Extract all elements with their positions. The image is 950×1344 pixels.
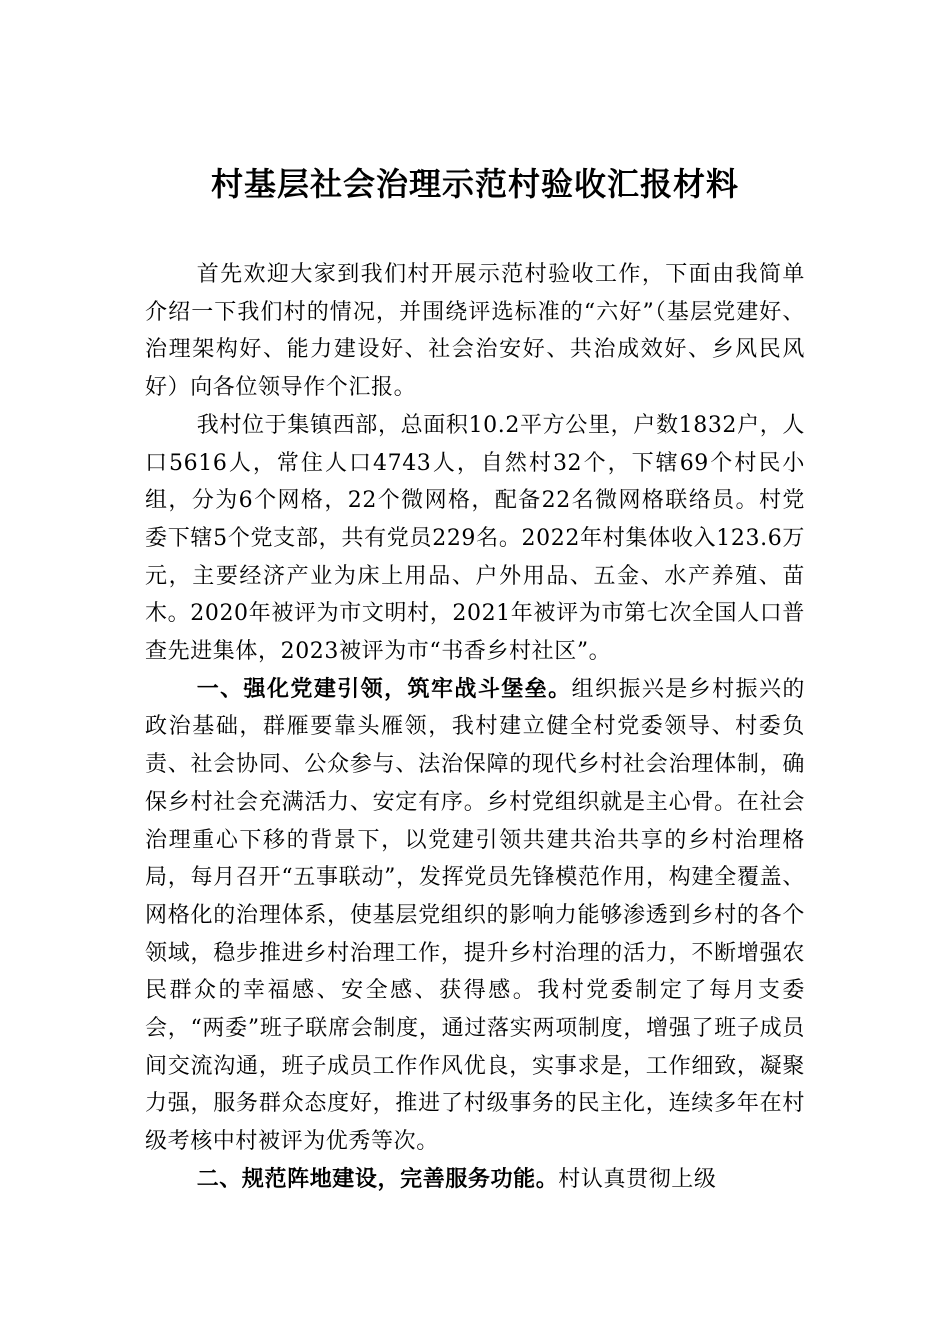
paragraph-intro — [145, 256, 805, 407]
paragraph-party-building — [145, 671, 805, 1161]
paragraph-text: 我村位于集镇西部，总面积10.2平方公里，户数1832户，人口5616人，常住人口4743人，自然村32个，下辖69个村民小组，分为6个网格，22个微网格，配备22名微网格联络员。村党委下辖5个党支部，共有党员229名。2022年村集体收入123.6万元，主要经济产业为床上用品、户外用品、五金、水产养殖、苗木。2020年被评为市文明村，2021年被评为市第七次全国人口普查先进集体，2023被评为市“书香乡村社区”。 — [145, 412, 805, 665]
paragraph-text: 组织振兴是乡村振兴的政治基础，群雁要靠头雁领，我村建立健全村党委领导、村委负责、社会协同、公众参与、法治保障的现代乡村社会治理体制，确保乡村社会充满活力、安定有序。乡村党组织就是主心骨。在社会治理重心下移的背景下，以党建引领共建共治共享的乡村治理格局，每月召开“五事联动”，发挥党员先锋模范作用，构建全覆盖、网格化的治理体系，使基层党组织的影响力能够渗透到乡村的各个领域，稳步推进乡村治理工作，提升乡村治理的活力，不断增强农民群众的幸福感、安全感、获得感。我村党委制定了每月支委会，“两委”班子联席会制度，通过落实两项制度，增强了班子成员间交流沟通，班子成员工作作风优良，实事求是，工作细致，凝聚力强，服务群众态度好，推进了村级事务的民主化，连续多年在村级考核中村被评为优秀等次。 — [145, 676, 805, 1155]
section-heading: 二、规范阵地建设，完善服务功能。 — [196, 1166, 559, 1192]
paragraph-position-building — [145, 1161, 805, 1199]
document-title: 村基层社会治理示范村验收汇报材料 — [210, 165, 739, 203]
section-heading: 一、强化党建引领，筑牢战斗堡垒。 — [196, 676, 572, 702]
paragraph-village-overview — [145, 407, 805, 671]
paragraph-text: 村认真贯彻上级 — [558, 1166, 717, 1192]
paragraph-text: 首先欢迎大家到我们村开展示范村验收工作，下面由我简单介绍一下我们村的情况，并围绕评选标准的“六好”（基层党建好、治理架构好、能力建设好、社会治安好、共治成效好、乡风民风好）向各位领导作个汇报。 — [145, 262, 805, 401]
document-body — [145, 256, 805, 1199]
